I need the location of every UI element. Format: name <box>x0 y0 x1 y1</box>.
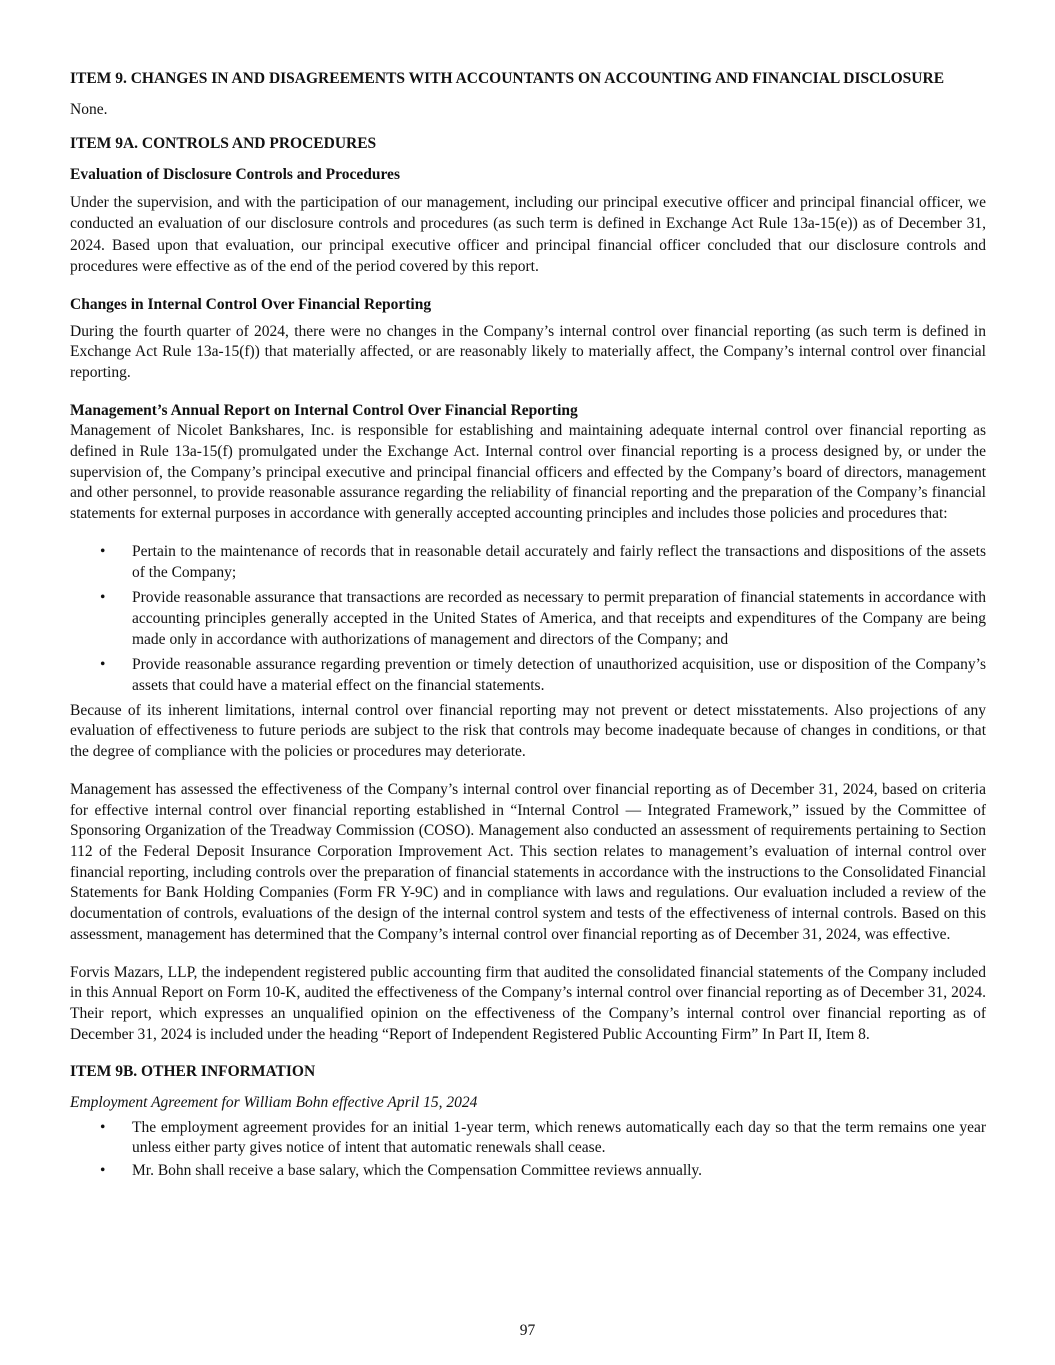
page-number: 97 <box>519 1322 536 1339</box>
evaluation-body: Under the supervision, and with the participation of our management, including our principal executive officer and principal financial officer, we conducted an evaluation of our disclosure controls and procedures (as such term is defined in Exchange Act Rule 13a-15(e)) as of December 31, 2024. Based upon that evaluation, our principal executive officer and principal financial officer concluded that our disclosure controls and procedures were effective as of the end of the period covered by this report. <box>70 193 986 276</box>
item-9-body: None. <box>70 100 108 118</box>
changes-body: During the fourth quarter of 2024, there were no changes in the Company’s internal control over financial reporting (as such term is defined in Exchange Act Rule 13a-15(f)) that materially affected, or are reasonably likely to materially affect, the Company’s internal control over financial reporting. <box>70 322 986 381</box>
bullet-icon: • <box>100 656 106 674</box>
evaluation-subheading: Evaluation of Disclosure Controls and Procedures <box>70 166 400 184</box>
bullet-text: Mr. Bohn shall receive a base salary, which the Compensation Committee reviews annually. <box>132 1162 703 1180</box>
list-item <box>70 1161 986 1182</box>
bullet-text: Provide reasonable assurance that transactions are recorded as necessary to permit preparation of financial statements in accordance with accounting principles generally accepted in the United States of America, and that receipts and expenditures of the Company are being made only in accordance with authorizations of management and directors of the Company; and <box>132 589 986 648</box>
bullet-text: Pertain to the maintenance of records that in reasonable detail accurately and fairly reflect the transactions and dispositions of the assets of the Company; <box>132 542 986 581</box>
employment-agreement-subheading: Employment Agreement for William Bohn effective April 15, 2024 <box>70 1094 478 1112</box>
bullet-text: Provide reasonable assurance regarding prevention or timely detection of unauthorized acquisition, use or disposition of the Company’s assets that could have a material effect on the financial statements. <box>132 656 986 695</box>
bullet-icon: • <box>100 1118 106 1136</box>
item-9a-heading: ITEM 9A. CONTROLS AND PROCEDURES <box>70 135 377 153</box>
bullet-icon: • <box>100 542 106 560</box>
item-9b-heading: ITEM 9B. OTHER INFORMATION <box>70 1063 316 1081</box>
auditor-paragraph: Forvis Mazars, LLP, the independent registered public accounting firm that audited the consolidated financial statements of the Company included in this Annual Report on Form 10-K, audited the effectiveness of the Company’s internal control over financial reporting as of December 31, 2024. Their report, which expresses an unqualified opinion on the effectiveness of the Company’s internal control over financial reporting as of December 31, 2024 is included under the heading “Report of Independent Registered Public Accounting Firm” In Part II, Item 8. <box>70 963 986 1043</box>
list-item <box>70 1118 986 1159</box>
assessment-paragraph: Management has assessed the effectiveness of the Company’s internal control over financial reporting as of December 31, 2024, based on criteria for effective internal control over financial reporting established in “Internal Control — Integrated Framework,” issued by the Committee of Sponsoring Organization of the Treadway Commission (COSO). Management also conducted an assessment of requirements pertaining to Section 112 of the Federal Deposit Insurance Corporation Improvement Act. This section relates to management’s evaluation of internal control over financial reporting, including controls over the preparation of financial statements in accordance with the instructions to the Consolidated Financial Statements for Bank Holding Companies (Form FR Y-9C) and in compliance with laws and regulations. Our evaluation included a review of the documentation of controls, evaluations of the design of the internal control system and tests of the effectiveness of internal controls. Based on this assessment, management has determined that the Company’s internal control over financial reporting as of December 31, 2024, was effective. <box>70 780 986 943</box>
employment-bullet-list <box>70 1118 986 1182</box>
bullet-icon: • <box>100 589 106 607</box>
list-item <box>70 588 986 650</box>
changes-subheading: Changes in Internal Control Over Financial Reporting <box>70 295 432 313</box>
limitations-paragraph: Because of its inherent limitations, internal control over financial reporting may not prevent or detect misstatements. Also projections of any evaluation of effectiveness to future periods are subject to the risk that controls may become inadequate because of changes in conditions, or that the degree of compliance with the policies or procedures may deteriorate. <box>70 701 986 761</box>
document-page <box>70 69 986 1182</box>
bullet-text: The employment agreement provides for an initial 1-year term, which renews automatically each day so that the term remains one year unless either party gives notice of intent that automatic renewals shall cease. <box>132 1118 986 1157</box>
management-report-subheading: Management’s Annual Report on Internal Control Over Financial Reporting <box>70 401 578 419</box>
item-9-heading: ITEM 9. CHANGES IN AND DISAGREEMENTS WITH ACCOUNTANTS ON ACCOUNTING AND FINANCIAL DISCLOSURE <box>70 70 945 87</box>
list-item <box>70 542 986 583</box>
list-item <box>70 655 986 696</box>
controls-bullet-list <box>70 542 986 697</box>
management-report-intro: Management of Nicolet Bankshares, Inc. is responsible for establishing and maintaining adequate internal control over financial reporting as defined in Rule 13a-15(f) promulgated under the Exchange Act. Internal control over financial reporting is a process designed by, or under the supervision of, the Company’s principal executive and principal financial officers and effected by the Company’s board of directors, management and other personnel, to provide reasonable assurance regarding the reliability of financial reporting and the preparation of the Company’s financial statements for external purposes in accordance with generally accepted accounting principles and includes those policies and procedures that: <box>70 422 986 523</box>
bullet-icon: • <box>100 1162 106 1180</box>
